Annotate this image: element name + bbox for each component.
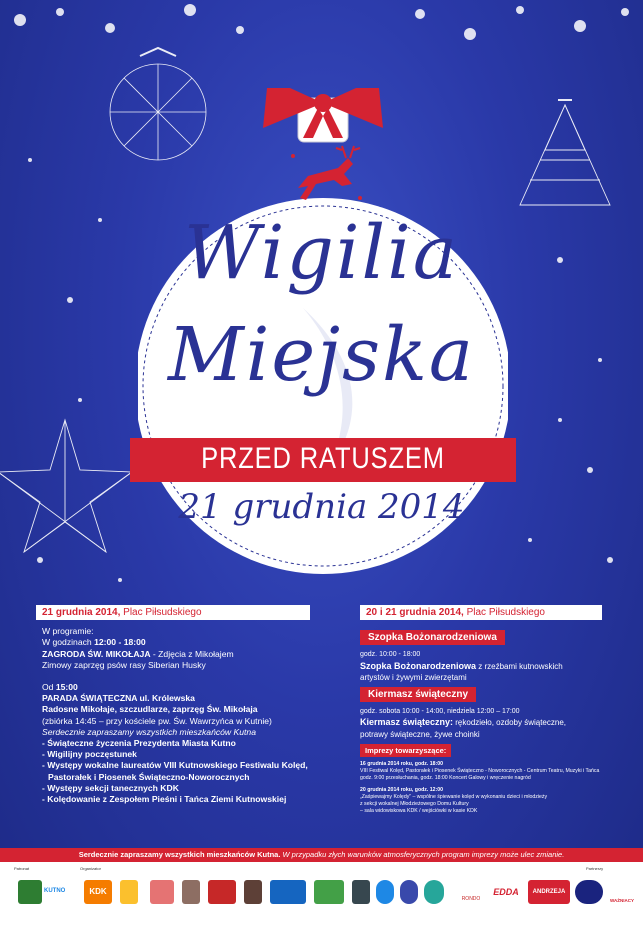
footer-invite-rest: W przypadku złych warunków atmosferycznych program imprezy może ulec zmianie. [280, 850, 565, 859]
logo-11 [400, 880, 418, 904]
event1-line2: VIII Festiwal Kolęd, Pastorałek i Piosenek Świąteczno - Noworocznych - Centrum Teatru, Muzyki i Tańca [360, 768, 600, 775]
right-program [360, 605, 610, 815]
wazniacy-logo: WAŻNIACY [608, 880, 636, 904]
logo-4 [182, 880, 200, 904]
logo-12 [424, 880, 444, 904]
title-line-2: Miejska [167, 312, 476, 398]
left-header-place: Plac Piłsudskiego [120, 607, 202, 618]
szopka-desc2: artystów i żywymi zwierzętami [360, 672, 467, 682]
program-item-5: - Występy sekcji tanecznych KDK [42, 782, 179, 793]
logo-5 [208, 880, 236, 904]
parade-title: PARADA ŚWIĄTECZNA ul. Królewska [42, 693, 195, 704]
logo-2 [120, 880, 138, 904]
logo-3 [150, 880, 174, 904]
gathering-line: (zbiórka 14:45 – przy kościele pw. Św. Wawrzyńca w Kutnie) [42, 715, 272, 726]
event2-line1: 20 grudnia 2014 roku, godz. 12:00 [360, 787, 444, 794]
left-header-date: 21 grudnia 2014, [42, 607, 121, 618]
zagroda-line [42, 649, 326, 660]
logo-9 [352, 880, 370, 904]
logo-6 [244, 880, 262, 904]
event2-line4: – sala widowiskowa KDK / wejściówki w kasie KDK [360, 808, 478, 815]
from-line [42, 682, 326, 693]
program-item-6: - Kolędowanie z Zespołem Pieśni i Tańca Ziemi Kutnowskiej [42, 794, 287, 805]
from-prefix: Od [42, 682, 56, 693]
hours-line [42, 637, 326, 648]
imprezy-label: Imprezy towarzyszące: [360, 744, 451, 757]
event1-line1: 16 grudnia 2014 roku, godz. 18:00 [360, 761, 444, 768]
hours-value: 12:00 - 18:00 [94, 637, 146, 648]
program-item-2: - Wigilijny poczęstunek [42, 749, 137, 760]
right-header [360, 605, 602, 620]
reindeer-icon [291, 146, 362, 200]
zagroda-rest: - Zdjęcia z Mikołajem [150, 648, 234, 659]
star-icon [0, 420, 132, 552]
title-line-1: Wigilia [184, 210, 459, 296]
label-organizer: Organizator [80, 866, 101, 871]
szopka-hours: godz. 10:00 - 18:00 [360, 651, 421, 659]
event2-line3: z sekcji wokalnej Młodzieżowego Domu Kultury [360, 801, 469, 808]
kdk-logo: KDK [84, 880, 112, 904]
edda-logo: EDDA [490, 880, 522, 904]
event-1 [360, 761, 610, 782]
event1-line3: godz. 9:00 przesłuchania, godz. 18:00 Koncert Galowy i wręczenie nagród [360, 775, 531, 782]
footer-invite-bold: Serdecznie zapraszamy wszystkich mieszkańców Kutna. [78, 850, 281, 859]
andrzeja-logo: ANDRZEJA [528, 880, 570, 904]
program-item-1: - Świąteczne życzenia Prezydenta Miasta Kutno [42, 738, 236, 749]
kiermasz-desc1: rękodzieło, ozdoby świąteczne, [453, 718, 566, 728]
kiermasz-desc2: potrawy świąteczne, żywe choinki [360, 729, 480, 739]
logo-7 [270, 880, 306, 904]
subtitle: PRZED RATUSZEM [201, 442, 445, 475]
zagroda-title: ZAGRODA ŚW. MIKOŁAJA [42, 648, 151, 659]
left-header [36, 605, 310, 620]
program-item-3: - Występy wokalne laureatów VIII Kutnowskiego Festiwalu Kolęd, [42, 760, 308, 771]
left-program [36, 605, 326, 805]
logo-10 [376, 880, 394, 904]
kiermasz-title: Kiermasz świąteczny: [360, 717, 454, 728]
szopka-desc1: z rzeźbami kutnowskich [476, 661, 563, 671]
rondo-logo: RONDO [458, 880, 484, 904]
parade-desc: Radosne Mikołaje, szczudlarze, zaprzęg Św. Mikołaja [42, 704, 258, 715]
from-time: 15:00 [55, 682, 78, 693]
hours-prefix: W godzinach [42, 637, 95, 648]
szopka-line [360, 661, 610, 672]
program-label: W programie: [42, 626, 94, 637]
logo-13 [575, 880, 603, 904]
kutno-crest-logo [18, 880, 42, 904]
event2-line2: „Zaśpiewajmy Kolędy” – wspólne śpiewanie kolęd w wykonaniu dzieci i młodzieży [360, 794, 548, 801]
event-date: 21 grudnia 2014 [178, 487, 465, 527]
kiermasz-label: Kiermasz świąteczny [360, 687, 476, 702]
kiermasz-line [360, 717, 610, 728]
christmas-tree-icon [520, 100, 610, 205]
label-partners: Partnerzy [586, 866, 604, 871]
right-header-place: Plac Piłsudskiego [463, 607, 545, 618]
husky-line: Zimowy zaprzęg psów rasy Siberian Husky [42, 659, 206, 670]
szopka-title: Szopka Bożonarodzeniowa [360, 660, 477, 671]
invite-line: Serdecznie zapraszamy wszystkich mieszkańców Kutna [42, 726, 256, 737]
logo-8 [314, 880, 344, 904]
kiermasz-hours: godz. sobota 10:00 - 14:00, niedziela 12:00 – 17:00 [360, 708, 520, 716]
szopka-label: Szopka Bożonarodzeniowa [360, 630, 505, 645]
right-header-date: 20 i 21 grudnia 2014, [366, 607, 464, 618]
event-2 [360, 787, 610, 815]
program-item-4: Pastorałek i Piosenek Świąteczno-Noworocznych [48, 771, 250, 782]
label-patronat: Patronat [14, 866, 30, 871]
footer-invite [0, 848, 643, 862]
kutno-logo: KUTNO [44, 888, 66, 894]
